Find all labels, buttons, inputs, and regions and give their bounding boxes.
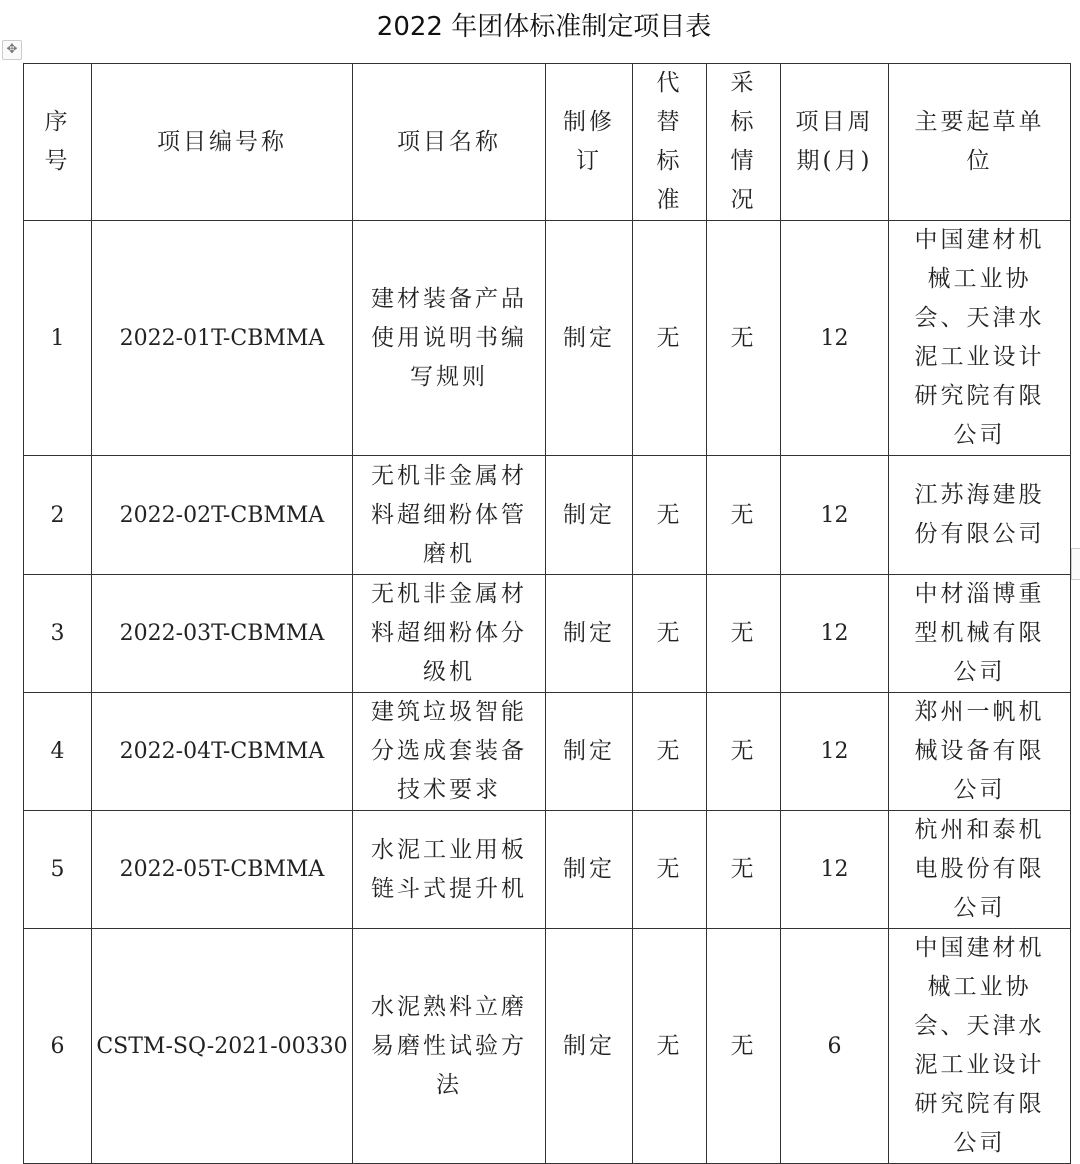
- cell-index: 5: [24, 811, 92, 929]
- header-drafter: 主要起草单位: [889, 64, 1071, 221]
- header-adopt: 采标情况: [707, 64, 781, 221]
- header-replace: 代替标准: [633, 64, 707, 221]
- cell-type: 制定: [546, 693, 633, 811]
- table-row: [24, 693, 1071, 811]
- header-code: 项目编号称: [92, 64, 353, 221]
- cell-drafter: 中材淄博重型机械有限公司: [889, 575, 1071, 693]
- table-row: [24, 456, 1071, 575]
- cell-period: 12: [781, 221, 889, 456]
- cell-index: 3: [24, 575, 92, 693]
- cell-drafter: 江苏海建股份有限公司: [889, 456, 1071, 575]
- cell-index: 6: [24, 929, 92, 1164]
- document-title: 2022 年团体标准制定项目表: [376, 12, 712, 42]
- cell-drafter: 杭州和泰机电股份有限公司: [889, 811, 1071, 929]
- cell-replace: 无: [633, 811, 707, 929]
- cell-index: 1: [24, 221, 92, 456]
- cell-type: 制定: [546, 929, 633, 1164]
- header-type: 制修订: [546, 64, 633, 221]
- header-row: [24, 64, 1071, 221]
- table-row: [24, 221, 1071, 456]
- cell-type: 制定: [546, 811, 633, 929]
- cell-adopt: 无: [707, 456, 781, 575]
- cell-name: 建筑垃圾智能分选成套装备技术要求: [353, 693, 546, 811]
- cell-code: 2022-04T-CBMMA: [92, 693, 353, 811]
- cell-drafter: 中国建材机械工业协会、天津水泥工业设计研究院有限公司: [889, 221, 1071, 456]
- project-table: [23, 63, 1071, 1164]
- cell-period: 6: [781, 929, 889, 1164]
- header-name: 项目名称: [353, 64, 546, 221]
- cell-name: 无机非金属材料超细粉体管磨机: [353, 456, 546, 575]
- table-row: [24, 929, 1071, 1164]
- cell-drafter: 郑州一帆机械设备有限公司: [889, 693, 1071, 811]
- cell-code: 2022-05T-CBMMA: [92, 811, 353, 929]
- cell-index: 4: [24, 693, 92, 811]
- cell-adopt: 无: [707, 575, 781, 693]
- cell-drafter: 中国建材机械工业协会、天津水泥工业设计研究院有限公司: [889, 929, 1071, 1164]
- cell-replace: 无: [633, 929, 707, 1164]
- cell-type: 制定: [546, 456, 633, 575]
- table-row: [24, 811, 1071, 929]
- cell-index: 2: [24, 456, 92, 575]
- table-resize-handle[interactable]: [1071, 548, 1080, 580]
- cell-period: 12: [781, 575, 889, 693]
- table-move-handle-icon[interactable]: ✥: [2, 40, 22, 60]
- cell-period: 12: [781, 456, 889, 575]
- header-period: 项目周期(月): [781, 64, 889, 221]
- cell-name: 无机非金属材料超细粉体分级机: [353, 575, 546, 693]
- cell-adopt: 无: [707, 693, 781, 811]
- cell-period: 12: [781, 693, 889, 811]
- cell-replace: 无: [633, 693, 707, 811]
- header-index: 序号: [24, 64, 92, 221]
- cell-replace: 无: [633, 221, 707, 456]
- cell-type: 制定: [546, 575, 633, 693]
- cell-adopt: 无: [707, 811, 781, 929]
- cell-adopt: 无: [707, 929, 781, 1164]
- cell-type: 制定: [546, 221, 633, 456]
- cell-code: 2022-03T-CBMMA: [92, 575, 353, 693]
- cell-name: 建材装备产品使用说明书编写规则: [353, 221, 546, 456]
- cell-code: CSTM-SQ-2021-00330: [92, 929, 353, 1164]
- cell-replace: 无: [633, 456, 707, 575]
- cell-adopt: 无: [707, 221, 781, 456]
- cell-code: 2022-01T-CBMMA: [92, 221, 353, 456]
- cell-name: 水泥工业用板链斗式提升机: [353, 811, 546, 929]
- cell-replace: 无: [633, 575, 707, 693]
- table-row: [24, 575, 1071, 693]
- cell-period: 12: [781, 811, 889, 929]
- cell-code: 2022-02T-CBMMA: [92, 456, 353, 575]
- cell-name: 水泥熟料立磨易磨性试验方法: [353, 929, 546, 1164]
